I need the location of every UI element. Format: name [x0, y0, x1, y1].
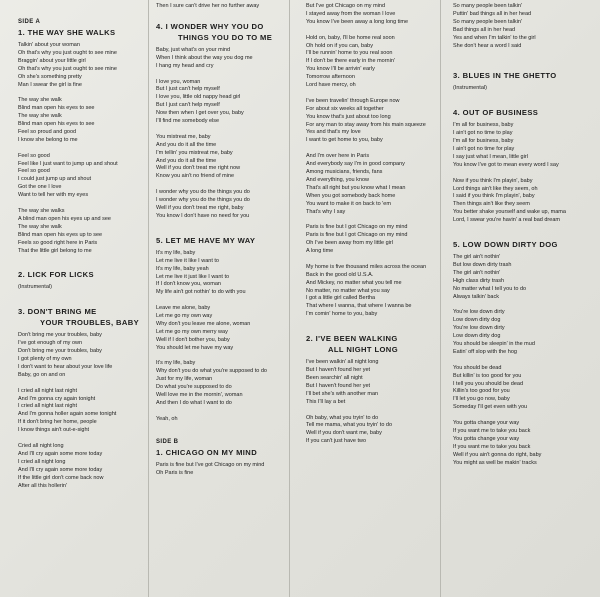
- lyric-line: Yes and when I'm talkin' to the girl: [453, 34, 536, 41]
- lyric-line: Oh that's why you just ought to see mine: [18, 49, 117, 56]
- lyric-line: Low down dirty dog: [453, 333, 501, 340]
- lyric-line: I'm tellin' you mistreat me, baby: [156, 149, 233, 156]
- lyric-line: I wonder why you do the things you do: [156, 189, 250, 196]
- spacer: [306, 407, 436, 415]
- lyric-line: Among musicians, friends, fans: [306, 168, 383, 175]
- lyric-line: Don't bring me your troubles, baby: [18, 332, 102, 339]
- lyric-line: Feel so good: [18, 152, 50, 159]
- lyric-line: I've got enough of my own: [18, 340, 83, 347]
- lyric-line: The girl ain't nothin': [453, 254, 501, 261]
- lyric-line: Why don't you leave me alone, woman: [156, 320, 251, 327]
- lyric-line: But low down dirty trash: [453, 262, 512, 269]
- spacer: [453, 93, 598, 107]
- lyric-line: You mistreat me, baby: [156, 133, 211, 140]
- spacer: [18, 200, 144, 208]
- lyric-line: But killin' is too good for you: [453, 372, 522, 379]
- lyric-line: Want to tell her with my eyes: [18, 192, 89, 199]
- lyric-line: After all this hollerin': [18, 482, 68, 489]
- lyric-line: No matter what I tell you to do: [453, 285, 527, 292]
- lyric-line: That where I wanna, that where I wanna be: [306, 303, 412, 310]
- lyric-line: I stayed away from the woman I love: [306, 10, 396, 17]
- lyric-line: But I've got Chicago on my mind: [306, 3, 386, 9]
- lyric-line: Just for my life, woman: [156, 376, 213, 383]
- lyric-line: The way she walk: [18, 97, 62, 104]
- column-4: [441, 0, 600, 597]
- lyric-line: Man I swear the girl is fine: [18, 81, 82, 88]
- lyric-line: Tell me mama, what you tryin' to do: [306, 422, 393, 429]
- lyric-line: You should be sleepin' in the mud: [453, 341, 535, 348]
- lyric-line: Puttin' bad things all in her head: [453, 10, 532, 17]
- column-2: [149, 0, 289, 597]
- lyric-line: No matter, no matter what you say: [306, 287, 390, 294]
- lyric-line: You should be dead: [453, 364, 502, 371]
- lyric-line: I got plenty of my own: [18, 356, 72, 363]
- lyric-line: Well love me in the mornin', woman: [156, 392, 243, 399]
- lyric-line: Paris is fine but I got Chicago on my mind: [306, 224, 408, 231]
- song-title: 2. I'VE BEEN WALKING: [306, 334, 398, 344]
- lyric-line: I'm all for business, baby: [453, 122, 514, 129]
- lyric-line: Yeah, oh: [156, 415, 178, 422]
- spacer: [306, 319, 436, 333]
- spacer: [18, 292, 144, 306]
- spacer: [18, 89, 144, 97]
- lyric-line: I love you, little old nappy head girl: [156, 94, 241, 101]
- lyric-line: A blind man open his eyes up and see: [18, 215, 111, 222]
- lyric-line: Lord things ain't like they seem, oh: [453, 185, 538, 192]
- lyric-line: Baby, just what's on your mind: [156, 46, 231, 53]
- lyric-line: Been searchin' all night: [306, 374, 363, 381]
- lyric-line: Feel so good: [18, 168, 50, 175]
- lyric-line: When you got somebody back home: [306, 192, 396, 199]
- lyric-line: Oh she's something pretty: [18, 73, 82, 80]
- lyric-line: Tomorrow afternoon: [306, 74, 355, 81]
- lyric-line: I cried all night last night: [18, 387, 78, 394]
- lyric-line: You gotta change your way: [453, 435, 520, 442]
- lyric-line: I love you, woman: [156, 78, 201, 85]
- lyric-line: Don't bring me your troubles, baby: [18, 348, 102, 355]
- lyric-line: Blind man open his eyes to see: [18, 121, 95, 128]
- lyric-line: That's all right but you know what I mean: [306, 184, 406, 191]
- lyric-line: I got a little girl called Bertha: [306, 295, 376, 302]
- song-title-continued: YOUR TROUBLES, BABY: [40, 318, 140, 328]
- lyric-line: The girl ain't nothin': [453, 269, 501, 276]
- lyric-line: A long time: [306, 248, 334, 255]
- spacer: [453, 60, 598, 70]
- lyric-line: I want to get home to you, baby: [306, 137, 383, 144]
- lyric-line: (Instrumental): [18, 284, 52, 291]
- lyric-line: Let me live it like I want to: [156, 257, 219, 264]
- lyric-line: I'm comin' home to you, baby: [306, 311, 378, 318]
- spacer: [156, 71, 285, 79]
- lyric-line: Oh that's why you just ought to see mine: [18, 65, 117, 72]
- lyric-line: Bad things all in her head: [453, 26, 516, 33]
- lyric-line: And Mickey, no matter what you tell me: [306, 279, 402, 286]
- lyric-line: You know I don't have no need for you: [156, 212, 250, 219]
- lyric-line: I'm all for business, baby: [453, 138, 514, 145]
- spacer: [306, 216, 436, 224]
- lyric-line: I'll let you go now, baby: [453, 396, 510, 403]
- lyric-line: Leave me alone, baby: [156, 305, 211, 312]
- spacer: [18, 255, 144, 269]
- lyric-line: Let me go my own merry way: [156, 328, 228, 335]
- lyric-line: I could just jump up and shout: [18, 176, 92, 183]
- song-title: 5. LET ME HAVE MY WAY: [156, 235, 256, 245]
- spacer: [306, 256, 436, 264]
- lyric-line: You're low down dirty: [453, 309, 505, 316]
- spacer: [453, 170, 598, 178]
- lyric-line: The way she walks: [18, 207, 65, 214]
- song-title: 4. OUT OF BUSINESS: [453, 108, 539, 118]
- lyric-line: I know she belong to me: [18, 136, 78, 143]
- song-title: 3. BLUES IN THE GHETTO: [453, 71, 557, 81]
- lyric-line: Lord, I swear you're havin' a real bad dream: [453, 217, 560, 224]
- lyric-line: I cried all night last night: [18, 403, 78, 410]
- lyric-line: I ain't got no time to play: [453, 130, 513, 137]
- lyric-line: Know you ain't no friend of mine: [156, 173, 235, 180]
- spacer: [453, 50, 598, 60]
- lyric-line: I cried all night long: [18, 458, 66, 465]
- lyric-line: If you can't just have two: [306, 438, 367, 445]
- lyric-line: You know I'll be arrivin' early: [306, 66, 375, 73]
- lyric-line: If you want me to take you back: [453, 443, 531, 450]
- lyric-line: Always talkin' back: [453, 293, 499, 300]
- lyric-line: You know I've been away a long long time: [306, 18, 409, 25]
- lyric-line: Oh Paris is fine: [156, 469, 194, 476]
- lyric-line: You're low down dirty: [453, 325, 505, 332]
- spacer: [156, 353, 285, 361]
- lyric-line: But I haven't found her yet: [306, 382, 371, 389]
- lyric-line: I don't want to hear about your love life: [18, 363, 113, 370]
- lyric-line: Well if I don't bother you, baby: [156, 336, 230, 343]
- lyric-line: Then things ain't like they seem: [453, 201, 530, 208]
- lyric-line: Feel like I just want to jump up and shout: [18, 160, 118, 167]
- spacer: [18, 435, 144, 443]
- lyric-line: And I'll cry again some more today: [18, 466, 103, 473]
- lyric-line: And you do it all the time: [156, 141, 217, 148]
- lyric-line: You better shake yourself and wake up, mama: [453, 209, 566, 216]
- spacer: [156, 126, 285, 134]
- spacer: [156, 11, 285, 21]
- lyric-line: I wonder why you do the things you do: [156, 197, 250, 204]
- lyric-line: Low down dirty dog: [453, 317, 501, 324]
- lyric-line: Paris is fine but I got Chicago on my mind: [306, 232, 408, 239]
- lyric-line: That the little girl belong to me: [18, 247, 92, 254]
- lyric-line: This I'll lay a bet: [306, 398, 346, 405]
- lyric-line: For about six weeks all together: [306, 105, 384, 112]
- lyric-line: But I haven't found her yet: [306, 367, 371, 374]
- spacer: [306, 90, 436, 98]
- lyric-line: Hold on, baby, I'll be home real soon: [306, 34, 395, 41]
- lyric-line: Now then when I get over you, baby: [156, 110, 244, 117]
- spacer: [453, 357, 598, 365]
- lyric-line: My life ain't got nothin' to do with you: [156, 289, 246, 296]
- lyric-line: So many people been talkin': [453, 18, 522, 25]
- lyric-line: You know that's just about too long: [306, 113, 391, 120]
- spacer: [453, 302, 598, 310]
- lyric-line: Yes and that's my love: [306, 129, 361, 136]
- lyric-line: When I think about the way you dog me: [156, 54, 253, 61]
- lyric-line: Why don't you do what you're supposed to do: [156, 368, 267, 375]
- lyric-line: If it don't bring her home, people: [18, 419, 97, 426]
- lyric-line: High class dirty trash: [453, 277, 505, 284]
- lyric-line: My home is five thousand miles across the ocean: [306, 263, 427, 270]
- lyric-line: Blind man open his eyes up to see: [18, 231, 103, 238]
- lyric-line: The way she walk: [18, 113, 62, 120]
- lyric-line: But I just can't help myself: [156, 102, 220, 109]
- lyric-line: I've been walkin' all night long: [306, 359, 379, 366]
- lyric-line: And then I do what I want to do: [156, 399, 232, 406]
- lyric-line: It's my life, baby: [156, 360, 196, 367]
- spacer: [306, 27, 436, 35]
- lyric-line: Blind man open his eyes to see: [18, 105, 95, 112]
- lyric-line: (Instrumental): [453, 85, 487, 92]
- spacer: [156, 181, 285, 189]
- lyric-line: Do what you're supposed to do: [156, 384, 232, 391]
- lyric-line: I'll bet she's with another man: [306, 390, 379, 397]
- lyric-line: And you do it all the time: [156, 157, 217, 164]
- song-title: 4. I WONDER WHY YOU DO: [156, 21, 264, 31]
- lyric-line: She don't hear a word I said: [453, 42, 522, 49]
- lyric-line: If I don't know you, woman: [156, 281, 221, 288]
- lyric-line: And I'm gonna holler again some tonight: [18, 411, 117, 418]
- lyric-line: And I'm gonna cry again tonight: [18, 395, 96, 402]
- lyric-line: I'll find me somebody else: [156, 118, 220, 125]
- lyric-line: You might as well be makin' tracks: [453, 459, 537, 466]
- lyric-line: Got the one I love: [18, 184, 62, 191]
- spacer: [453, 412, 598, 420]
- lyric-line: It's my life, baby: [156, 249, 196, 256]
- lyric-line: That's why I say: [306, 208, 346, 215]
- lyric-line: Talkin' about your woman: [18, 42, 80, 48]
- lyric-line: So many people been talkin': [453, 3, 522, 9]
- lyric-line: Well if you don't treat me right, baby: [156, 204, 244, 211]
- lyric-line: I ain't got no time for play: [453, 146, 515, 153]
- spacer: [306, 145, 436, 153]
- spacer: [18, 380, 144, 388]
- song-title-continued: ALL NIGHT LONG: [328, 345, 399, 355]
- lyric-line: But I just can't help myself: [156, 86, 220, 93]
- lyric-line: I'll be runnin' home to you real soon: [306, 50, 393, 57]
- side-heading: SIDE B: [156, 438, 179, 445]
- lyric-line: And I'll cry again some more today: [18, 450, 103, 457]
- lyric-line: I said if you think I'm playin', baby: [453, 193, 535, 200]
- column-1: [0, 0, 148, 597]
- song-title: 1. THE WAY SHE WALKS: [18, 28, 116, 37]
- lyric-line: Baby, go on and on: [18, 371, 66, 378]
- spacer: [156, 221, 285, 235]
- lyric-line: Now if you think I'm playin', baby: [453, 177, 533, 184]
- lyric-line: If you want me to take you back: [453, 428, 531, 434]
- lyric-line: Paris is fine but I've got Chicago on my mind: [156, 461, 265, 468]
- lyric-line: I hang my head and cry: [156, 62, 214, 69]
- lyric-line: I know things ain't out-e-sight: [18, 427, 90, 434]
- lyric-line: Braggin' about your little girl: [18, 57, 86, 64]
- lyric-line: I've been travelin' through Europe now: [306, 97, 400, 104]
- lyric-line: I tell you you should be dead: [453, 380, 524, 387]
- lyric-line: Someday I'll get even with you: [453, 404, 528, 411]
- lyric-line: Cried all night long: [18, 442, 64, 449]
- song-title: 2. LICK FOR LICKS: [18, 270, 94, 280]
- lyric-line: Feel so proud and good: [18, 128, 77, 135]
- lyric-line: Back in the good old U.S.A.: [306, 271, 374, 278]
- song-title-continued: THINGS YOU DO TO ME: [178, 32, 273, 42]
- song-title: 1. CHICAGO ON MY MIND: [156, 447, 258, 457]
- side-heading: SIDE A: [18, 19, 41, 25]
- lyric-line: And I'm over here in Paris: [306, 153, 370, 160]
- spacer: [453, 225, 598, 239]
- spacer: [156, 297, 285, 305]
- lyric-line: And everything, you know: [306, 176, 369, 183]
- lyric-line: Well if you don't treat me right now: [156, 165, 241, 172]
- lyric-line: For any man to stay away from his main squeeze: [306, 121, 426, 128]
- lyric-line: You know I've got to mean every word I say: [453, 161, 559, 168]
- lyric-line: Well if you don't want me, baby: [306, 430, 382, 437]
- lyric-line: If the little girl don't come back now: [18, 474, 104, 481]
- lyric-line: Oh I've been away from my little girl: [306, 240, 393, 247]
- lyric-line: Eatin' off slop with the hog: [453, 348, 517, 355]
- lyric-line: I say just what I mean, little girl: [453, 153, 528, 160]
- spacer: [156, 424, 285, 438]
- lyric-line: You want to make it on back to 'em: [306, 200, 391, 207]
- lyric-line: And everybody say I'm in good company: [306, 161, 405, 168]
- lyric-line: It's my life, baby yeah: [156, 265, 209, 272]
- spacer: [156, 408, 285, 416]
- song-title: 5. LOW DOWN DIRTY DOG: [453, 240, 558, 250]
- lyric-line: You should let me have my way: [156, 344, 234, 351]
- lyric-line: Then I sure can't drive her no further away: [156, 3, 260, 9]
- lyric-line: Feels so good right here in Paris: [18, 239, 98, 246]
- lyric-line: If I don't be there early in the mornin': [306, 58, 395, 65]
- lyric-line: Lord have mercy, oh: [306, 82, 356, 89]
- lyric-line: Let me go my own way: [156, 313, 213, 320]
- spacer: [18, 145, 144, 153]
- column-3: [290, 0, 440, 597]
- lyric-line: Well if you ain't gonna do right, baby: [453, 451, 542, 458]
- lyric-line: You gotta change your way: [453, 420, 520, 427]
- lyric-line: The way she walk: [18, 223, 62, 230]
- lyric-line: Killin's too good for you: [453, 388, 510, 395]
- song-title: 3. DON'T BRING ME: [18, 307, 97, 317]
- lyric-line: Let me live it just like I want to: [156, 273, 230, 280]
- lyric-line: Oh baby, what you tryin' to do: [306, 414, 379, 421]
- lyric-line: Oh hold on if you can, baby: [306, 42, 373, 49]
